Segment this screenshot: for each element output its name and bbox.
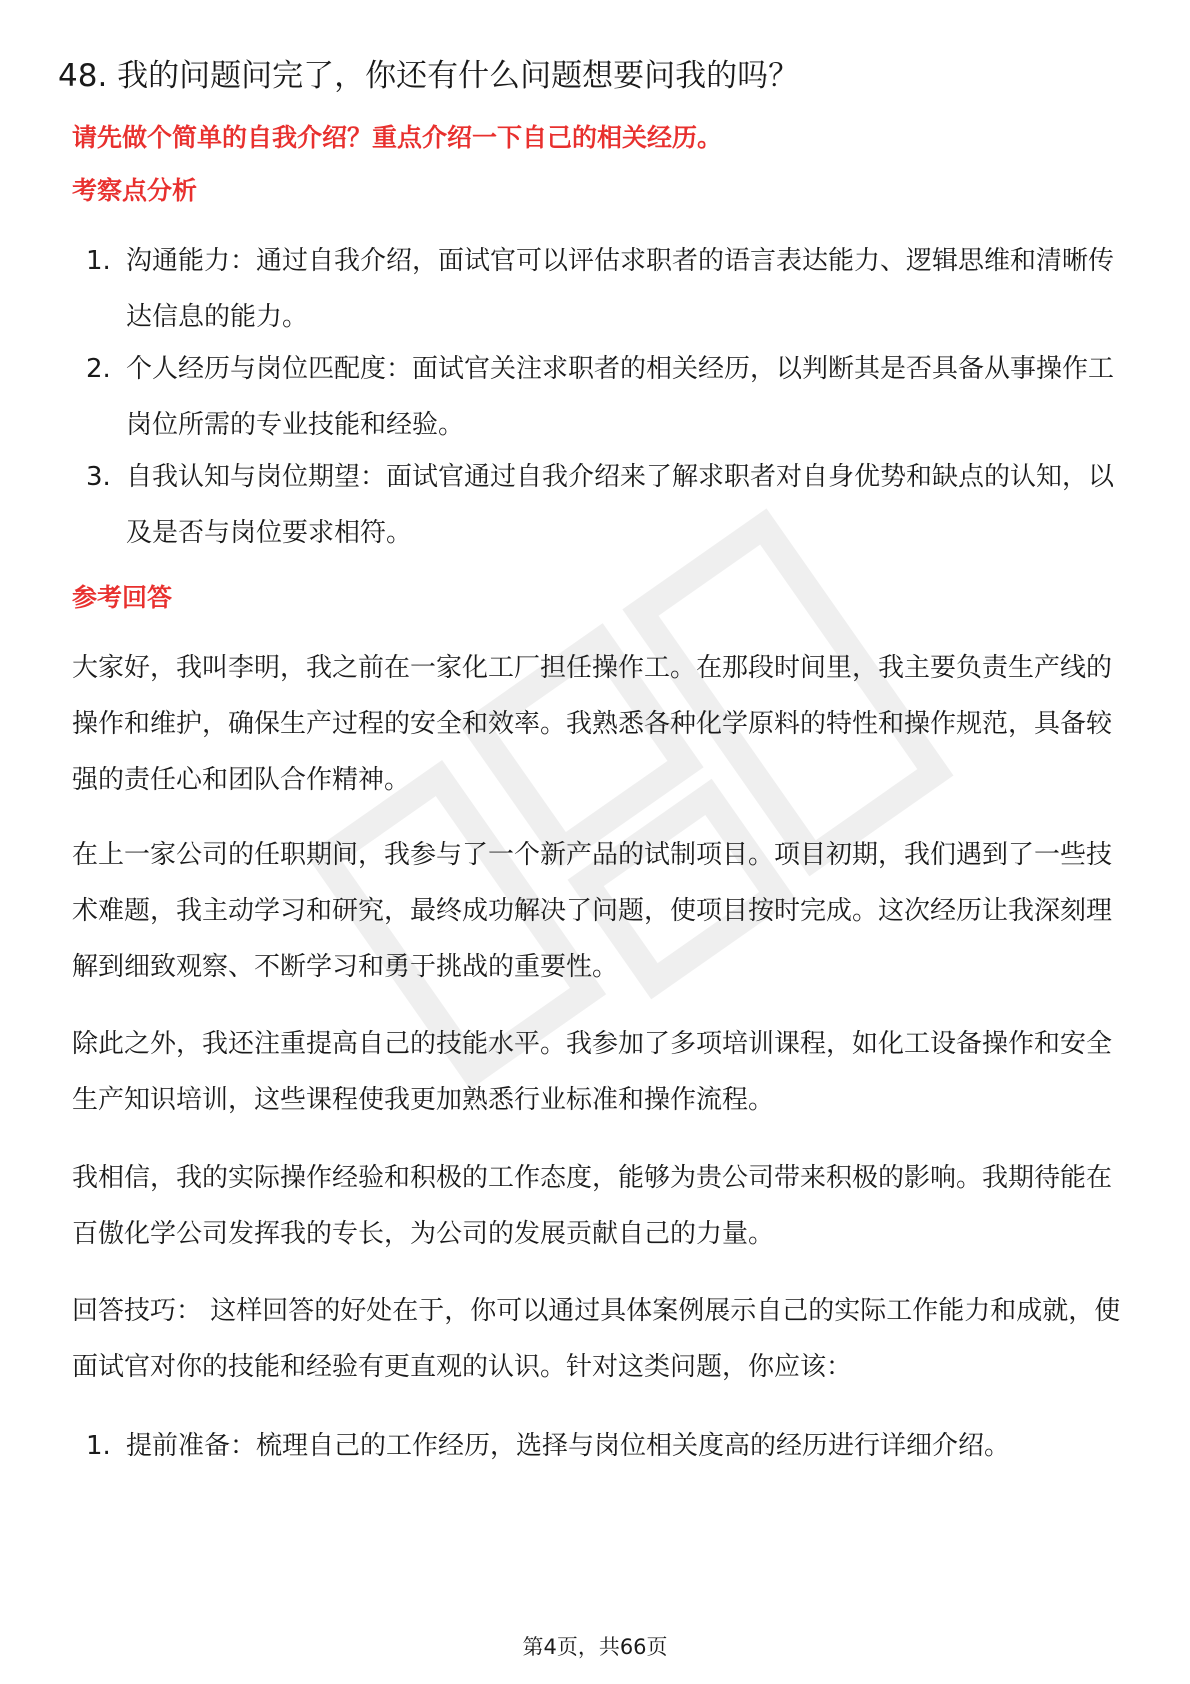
question-title	[58, 52, 799, 100]
page-footer: 第4页，共66页	[522, 1635, 668, 1659]
list-text: 个人经历与岗位匹配度：面试官关注求职者的相关经历，以判断其是否具备从事操作工岗位所需的专业技能和经验。	[126, 354, 1115, 440]
tip-item-1	[86, 1418, 1126, 1474]
question-number: 48.	[58, 58, 108, 94]
list-number: 2.	[86, 354, 111, 384]
list-number: 1.	[86, 246, 111, 276]
answer-paragraph-4: 我相信，我的实际操作经验和积极的工作态度，能够为贵公司带来积极的影响。我期待能在百傲化学公司发挥我的专长，为公司的发展贡献自己的力量。	[72, 1163, 1113, 1249]
analysis-item-2	[86, 341, 1126, 453]
list-text: 自我认知与岗位期望：面试官通过自我介绍来了解求职者对自身优势和缺点的认知，以及是否与岗位要求相符。	[126, 462, 1115, 548]
list-text: 提前准备：梳理自己的工作经历，选择与岗位相关度高的经历进行详细介绍。	[126, 1431, 1011, 1461]
analysis-item-3	[86, 449, 1126, 561]
analysis-item-1	[86, 233, 1126, 345]
answer-paragraph-3: 除此之外，我还注重提高自己的技能水平。我参加了多项培训课程，如化工设备操作和安全生产知识培训，这些课程使我更加熟悉行业标准和操作流程。	[72, 1029, 1113, 1115]
list-number: 3.	[86, 462, 111, 492]
answer-paragraph-1: 大家好，我叫李明，我之前在一家化工厂担任操作工。在那段时间里，我主要负责生产线的操作和维护，确保生产过程的安全和效率。我熟悉各种化学原料的特性和操作规范，具备较强的责任心和团队合作精神。	[72, 653, 1113, 795]
analysis-heading: 考察点分析	[72, 176, 198, 205]
answer-heading: 参考回答	[72, 583, 173, 612]
list-text: 沟通能力：通过自我介绍，面试官可以评估求职者的语言表达能力、逻辑思维和清晰传达信息的能力。	[126, 246, 1115, 332]
answer-paragraph-2: 在上一家公司的任职期间，我参与了一个新产品的试制项目。项目初期，我们遇到了一些技术难题，我主动学习和研究，最终成功解决了问题，使项目按时完成。这次经历让我深刻理解到细致观察、不断学习和勇于挑战的重要性。	[72, 840, 1113, 982]
question-text: 我的问题问完了，你还有什么问题想要问我的吗？	[117, 58, 800, 94]
prompt-heading: 请先做个简单的自我介绍？重点介绍一下自己的相关经历。	[72, 123, 723, 152]
list-number: 1.	[86, 1431, 111, 1461]
answer-tips-intro: 回答技巧： 这样回答的好处在于，你可以通过具体案例展示自己的实际工作能力和成就，使面试官对你的技能和经验有更直观的认识。针对这类问题，你应该：	[72, 1296, 1121, 1382]
